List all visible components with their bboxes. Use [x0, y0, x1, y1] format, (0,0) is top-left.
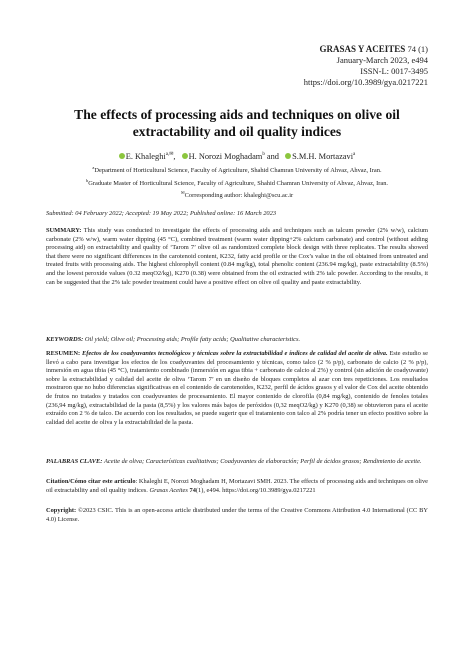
affiliation-text: Graduate Master of Horticultural Science, Faculty of Agriculture, Shahid Chamran University of Ahvaz, Ahvaz, Iran.	[88, 180, 388, 188]
palabras-label: PALABRAS CLAVE:	[46, 458, 103, 465]
envelope-icon: ✉	[180, 189, 185, 195]
journal-doi[interactable]: https://doi.org/10.3989/gya.0217221	[303, 77, 428, 87]
orcid-icon[interactable]	[285, 153, 291, 159]
author-name: H. Norozi Moghadam	[188, 151, 263, 161]
copyright-label: Copyright:	[46, 507, 77, 514]
palabras-paragraph	[46, 458, 428, 467]
author-2[interactable]: H. Norozi Moghadam$^b$ and	[182, 152, 279, 161]
journal-header	[304, 44, 428, 88]
resumen-paragraph	[46, 350, 428, 427]
resumen-text: Este estudio se llevó a cabo para investigar los efectos de los coadyuvantes del procesamiento y técnicas, como talco (2 % p/p), carbonato de calcio (2 % p/p), inmersión en agua tibia (45 °C), tratamiento combinado (inmersión en agua tibia + carbonato de calcio al 2%) y control (sin adición de coadyuvante) sobre la extractabilidad y calidad del aceite de oliva ‘Tarom 7’ en un diseño de bloques completos al azar con tres repeticiones. Los resultados mostraron que no hubo diferencias significativas en el contenido de carotenoides, K232, perfil de ácidos grasos y el valor de Cox del aceite obtenido de frutos no tratados y tratados con coadyuvantes de procesamiento. El mayor contenido de clorofila (0,84 mg/kg), contenido de fenoles totales (236,94 mg/kg), extractabilidad de la pasta (8,5%) y los valores más bajos de peróxidos (0,32 meqO2/kg) y K270 (0,38) se obtuvieron para el aceite extraído con 2 % de talco. De acuerdo con los resultados, se puede sugerir que el tratamiento con talco al 2% podría tener un efecto positivo sobre la calidad del aceite de oliva y la extractabilidad de la pasta.	[46, 350, 428, 426]
affiliation-text: Department of Horticultural Science, Faculty of Agriculture, Shahid Chamran University of Ahvaz, Ahvaz, Iran.	[94, 167, 382, 175]
author-sup: a,✉	[165, 152, 174, 157]
resumen-title: Efectos de los coadyuvantes tecnológicos y técnicas sobre la extractabilidad e índices de calidad del aceite de oliva.	[81, 350, 388, 357]
journal-issn: ISSN-L: 0017-3495	[360, 66, 428, 76]
summary-label: SUMMARY:	[46, 227, 82, 234]
keywords-paragraph	[46, 336, 428, 345]
submission-dates: Submitted: 04 February 2022; Accepted: 19 May 2022; Published online: 16 March 2023	[46, 210, 277, 217]
author-list	[46, 151, 428, 161]
affiliation-sup: a	[92, 165, 95, 170]
keywords-text: Oil yield; Olive oil; Processing aids; Profile fatty acids; Qualitative characteristics.	[84, 336, 301, 343]
citation-volume: 74	[189, 486, 196, 494]
journal-volume: 74 (1)	[407, 44, 428, 54]
resumen-label: RESUMEN:	[46, 350, 81, 357]
corresponding-author: Corresponding author: khaleghi@scu.ac.ir	[184, 191, 294, 199]
copyright-paragraph	[46, 507, 428, 524]
author-name: E. Khaleghi	[125, 151, 166, 161]
affiliation-b	[46, 177, 428, 200]
article-title: The effects of processing aids and techniques on olive oil extractability and oil quality indices	[74, 107, 400, 139]
journal-date: January-March 2023, e494	[336, 55, 428, 65]
summary-paragraph	[46, 227, 428, 287]
citation-paragraph	[46, 478, 428, 495]
author-sup: b	[262, 152, 265, 157]
orcid-icon[interactable]	[119, 153, 125, 159]
palabras-text: Aceite de oliva; Características cualitativas; Coadyuvantes de elaboración; Perfil de ácidos grasos; Rendimiento de aceite.	[104, 458, 422, 465]
keywords-label: KEYWORDS:	[46, 336, 84, 343]
affiliation-sup: b	[86, 178, 89, 183]
summary-text: This study was conducted to investigate the effects of processing aids and techniques such as talcum powder (2% w/w), calcium carbonate (2% w/w), warm water dipping (45 °C), combined treatment (warm water dipping+2% calcium carbonate) and control (without adding processing aid) on extractability and quality of ‘Tarom 7’ olive oil as randomized complete block design with three replicates. The results showed that there were no significant differences in the carotenoid content, K232, fatty acid profile or the Cox’s value in the oil obtained from untreated and treated fruits with processing aids. The highest chlorophyll content (0.84 mg/kg), total phenolic content (236.94 mg/kg), paste extractability (8.5%) and the lowest peroxide values (0.32 meqO2/kg), K270 (0.38) were obtained from the oil extracted with 2% talc powder. According to the results, it can be suggested that the 2% talc powder treatment could have a positive effect on olive oil quality and paste extractability.	[46, 227, 428, 286]
citation-text: : Khaleghi E, Norozi Moghadam H, Mortazavi SMH. 2023. The effects of processing aids and techniques on olive oil extractability and oil quality indices.	[46, 478, 428, 494]
citation-rest: (1), e494. https://doi.org/10.3989/gya.0217221	[195, 486, 316, 494]
citation-label: Citation/Cómo citar este artículo	[46, 478, 136, 485]
author-name: S.M.H. Mortazavi	[292, 151, 354, 161]
citation-journal: Grasas Aceites	[149, 486, 188, 494]
author-sup: a	[353, 152, 356, 157]
journal-name-line	[304, 44, 428, 55]
affiliation-a	[46, 164, 428, 176]
author-3[interactable]	[285, 152, 355, 161]
orcid-icon[interactable]	[182, 153, 188, 159]
author-1[interactable]: E. Khaleghi$^{a,✉}$,	[119, 152, 176, 161]
journal-name: GRASAS Y ACEITES	[319, 44, 406, 54]
copyright-text: ©2023 CSIC. This is an open-access article distributed under the terms of the Creative Commons Attribution 4.0 International (CC BY 4.0) License.	[46, 507, 428, 523]
